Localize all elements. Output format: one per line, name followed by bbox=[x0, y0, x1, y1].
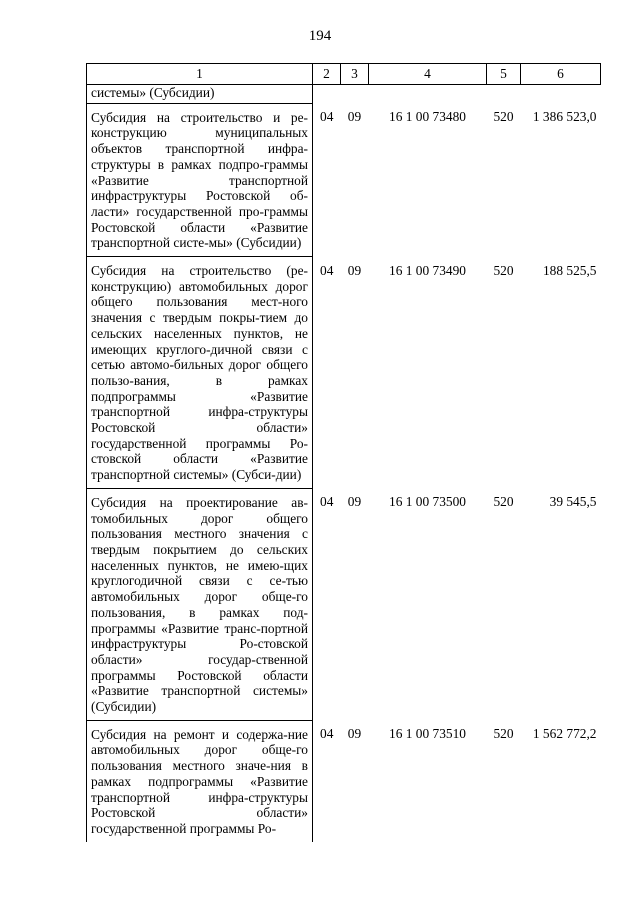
row-amount: 188 525,5 bbox=[542, 262, 597, 278]
row-subsection: 09 bbox=[347, 726, 362, 742]
row-description: Субсидия на ремонт и содержа-ние автомобильных дорог обще-го пользования местного значе-ния в рамках подпрограммы «Развитие транспортной инфра-структуры Ростовской области» государственной программы Ро- bbox=[87, 720, 313, 841]
table-row bbox=[87, 720, 601, 841]
row-description: Субсидия на строительство и ре-конструкцию муниципальных объектов транспортной инфра-структуры в рамках подпро-граммы «Развитие транспортной инфраструктуры Ростовской об-ласти» государственной про-граммы Ростовской области «Развитие транспортной систе-мы» (Субсидии) bbox=[87, 103, 313, 256]
row-section: 04 bbox=[320, 109, 334, 125]
row-amount: 1 386 523,0 bbox=[532, 109, 597, 125]
row-type: 520 bbox=[493, 262, 514, 278]
row-target: 16 1 00 73500 bbox=[389, 494, 466, 510]
row-subsection: 09 bbox=[347, 109, 362, 125]
row-target: 16 1 00 73480 bbox=[389, 109, 466, 125]
continuation-text: системы» (Субсидии) bbox=[87, 85, 313, 104]
row-target: 16 1 00 73490 bbox=[389, 262, 466, 278]
table-row bbox=[87, 103, 601, 256]
row-amount: 39 545,5 bbox=[549, 494, 597, 510]
row-type: 520 bbox=[493, 494, 514, 510]
row-section: 04 bbox=[320, 726, 334, 742]
column-header: 5 bbox=[487, 64, 521, 85]
table-row bbox=[87, 488, 601, 720]
page-number: 194 bbox=[308, 28, 332, 44]
budget-table bbox=[86, 63, 601, 842]
row-subsection: 09 bbox=[347, 494, 362, 510]
column-header: 6 bbox=[521, 64, 601, 85]
row-description: Субсидия на строительство (ре-конструкцию) автомобильных дорог общего пользования мест-ного значения с твердым покры-тием до сельских населенных пунктов, не имеющих круглого-дичной связи с сетью автомо-бильных дорог общего пользо-вания, в рамках подпрограммы «Развитие транспортной инфра-структуры Ростовской области» государственной программы Ро-стовской области «Развитие транспортной системы» (Субси-дии) bbox=[87, 257, 313, 489]
table-header-row bbox=[87, 64, 601, 85]
row-type: 520 bbox=[493, 726, 514, 742]
row-section: 04 bbox=[320, 262, 334, 278]
column-header: 3 bbox=[341, 64, 369, 85]
column-header: 4 bbox=[369, 64, 487, 85]
table-row bbox=[87, 257, 601, 489]
row-type: 520 bbox=[493, 109, 514, 125]
row-subsection: 09 bbox=[347, 262, 362, 278]
row-amount: 1 562 772,2 bbox=[532, 726, 597, 742]
column-header: 2 bbox=[313, 64, 341, 85]
continuation-row bbox=[87, 85, 601, 104]
row-section: 04 bbox=[320, 494, 334, 510]
row-target: 16 1 00 73510 bbox=[389, 726, 466, 742]
row-description: Субсидия на проектирование ав-томобильных дорог общего пользования местного значения с твердым покрытием до сельских населенных пунктов, не имею-щих круглогодичной связи с се-тью автомобильных дорог обще-го пользования, в рамках под-программы «Развитие транс-портной инфраструктуры Ро-стовской области» государ-ственной программы Ростовской области «Развитие транспортной системы» (Субсидии) bbox=[87, 488, 313, 720]
column-header: 1 bbox=[87, 64, 313, 85]
